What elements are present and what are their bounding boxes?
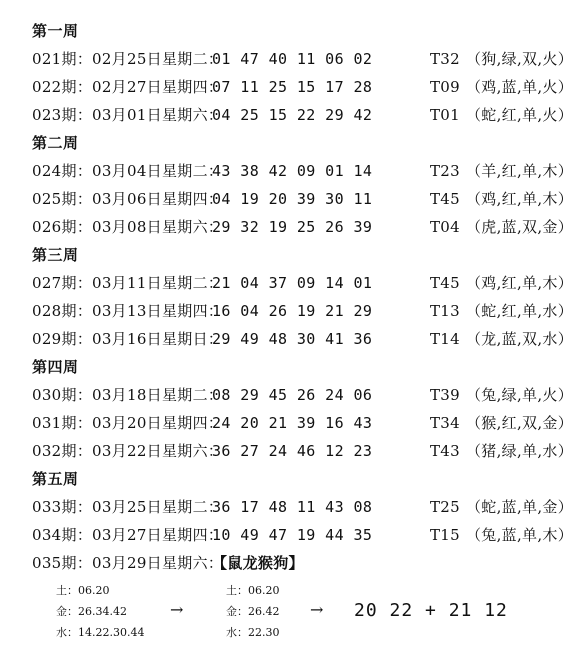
draw-row — [32, 269, 574, 297]
draw-row — [32, 325, 574, 353]
week-heading: 第一周 — [32, 22, 79, 40]
special-code: T14 — [430, 330, 460, 348]
special-code: T34 — [430, 414, 460, 432]
period-number: 029期： — [32, 330, 93, 348]
special-code: T32 — [430, 50, 460, 68]
special-code: T45 — [430, 274, 460, 292]
draw-row — [32, 213, 574, 241]
draw-numbers: 04 19 20 39 30 11 — [212, 190, 373, 208]
special-code: T23 — [430, 162, 460, 180]
draw-row — [32, 521, 574, 549]
element-water-line: 水：22.30 — [226, 626, 280, 639]
draw-date: 03月27日星期四： — [92, 526, 224, 544]
draw-attributes: （猪,绿,单,水） — [466, 442, 574, 460]
week-heading: 第四周 — [32, 358, 79, 376]
zodiac-prediction: 【鼠龙猴狗】 — [212, 554, 304, 572]
draw-row — [32, 297, 574, 325]
period-number: 023期： — [32, 106, 93, 124]
draw-attributes: （猴,红,双,金） — [466, 414, 574, 432]
draw-row — [32, 381, 574, 409]
draw-row — [32, 101, 574, 129]
element-earth-line: 土：06.20 — [226, 584, 280, 597]
draw-numbers: 24 20 21 39 16 43 — [212, 414, 373, 432]
week-heading: 第五周 — [32, 470, 79, 488]
period-number: 026期： — [32, 218, 93, 236]
draw-date: 03月18日星期二： — [92, 386, 224, 404]
period-number: 030期： — [32, 386, 93, 404]
draw-attributes: （蛇,蓝,单,金） — [466, 498, 574, 516]
draw-numbers: 36 17 48 11 43 08 — [212, 498, 373, 516]
draw-date: 03月25日星期二： — [92, 498, 224, 516]
week-heading: 第二周 — [32, 134, 79, 152]
period-number: 028期： — [32, 302, 93, 320]
draw-attributes: （羊,红,单,木） — [466, 162, 574, 180]
draw-date: 03月01日星期六： — [92, 106, 224, 124]
draw-numbers: 16 04 26 19 21 29 — [212, 302, 373, 320]
element-water-line: 水：14.22.30.44 — [56, 626, 145, 639]
draw-numbers: 21 04 37 09 14 01 — [212, 274, 373, 292]
draw-attributes: （蛇,红,单,火） — [466, 106, 574, 124]
special-code: T13 — [430, 302, 460, 320]
draw-numbers: 07 11 25 15 17 28 — [212, 78, 373, 96]
period-number: 027期： — [32, 274, 93, 292]
period-number: 022期： — [32, 78, 93, 96]
draw-numbers: 43 38 42 09 01 14 — [212, 162, 373, 180]
draw-numbers: 08 29 45 26 24 06 — [212, 386, 373, 404]
draw-numbers: 04 25 15 22 29 42 — [212, 106, 373, 124]
element-list-filtered — [226, 580, 280, 643]
week-heading: 第三周 — [32, 246, 79, 264]
draw-attributes: （鸡,红,单,木） — [466, 190, 574, 208]
element-metal-line: 金：26.34.42 — [56, 605, 127, 618]
draw-date: 03月13日星期四： — [92, 302, 224, 320]
element-list-original — [56, 580, 144, 643]
draw-attributes: （狗,绿,双,火） — [466, 50, 574, 68]
draw-attributes: （蛇,红,单,水） — [466, 302, 574, 320]
prediction-row — [32, 549, 562, 577]
draw-date: 03月20日星期四： — [92, 414, 224, 432]
draw-date: 03月11日星期二： — [92, 274, 224, 292]
draw-date: 03月06日星期四： — [92, 190, 224, 208]
element-earth-line: 土：06.20 — [56, 584, 110, 597]
special-code: T09 — [430, 78, 460, 96]
draw-date: 03月22日星期六： — [92, 442, 224, 460]
draw-row — [32, 157, 574, 185]
draw-numbers: 01 47 40 11 06 02 — [212, 50, 373, 68]
right-arrow-icon: → — [310, 600, 324, 619]
period-number: 033期： — [32, 498, 93, 516]
draw-row — [32, 437, 574, 465]
special-code: T45 — [430, 190, 460, 208]
draw-row — [32, 45, 574, 73]
result-numbers: 20 22 + 21 12 — [354, 600, 508, 621]
draw-numbers: 36 27 24 46 12 23 — [212, 442, 373, 460]
draw-numbers: 29 32 19 25 26 39 — [212, 218, 373, 236]
period-number: 035期： — [32, 554, 93, 572]
special-code: T01 — [430, 106, 460, 124]
draw-attributes: （兔,蓝,单,木） — [466, 526, 574, 544]
draw-date: 03月29日星期六： — [92, 554, 224, 572]
special-code: T25 — [430, 498, 460, 516]
element-metal-line: 金：26.42 — [226, 605, 280, 618]
period-number: 031期： — [32, 414, 93, 432]
draw-attributes: （龙,蓝,双,水） — [466, 330, 574, 348]
draw-attributes: （鸡,蓝,单,火） — [466, 78, 574, 96]
draw-date: 03月04日星期二： — [92, 162, 224, 180]
draw-date: 02月25日星期二： — [92, 50, 224, 68]
period-number: 021期： — [32, 50, 93, 68]
element-breakdown — [0, 580, 576, 650]
special-code: T04 — [430, 218, 460, 236]
draw-date: 03月16日星期日： — [92, 330, 224, 348]
draw-row — [32, 185, 574, 213]
period-number: 032期： — [32, 442, 93, 460]
draw-row — [32, 409, 574, 437]
period-number: 024期： — [32, 162, 93, 180]
draw-date: 03月08日星期六： — [92, 218, 224, 236]
draw-numbers: 10 49 47 19 44 35 — [212, 526, 373, 544]
draw-row — [32, 73, 574, 101]
draw-date: 02月27日星期四： — [92, 78, 224, 96]
draw-numbers: 29 49 48 30 41 36 — [212, 330, 373, 348]
draw-attributes: （兔,绿,单,火） — [466, 386, 574, 404]
draw-attributes: （虎,蓝,双,金） — [466, 218, 574, 236]
draw-attributes: （鸡,红,单,木） — [466, 274, 574, 292]
draw-schedule — [32, 17, 574, 577]
period-number: 034期： — [32, 526, 93, 544]
period-number: 025期： — [32, 190, 93, 208]
draw-row — [32, 493, 574, 521]
special-code: T43 — [430, 442, 460, 460]
special-code: T15 — [430, 526, 460, 544]
right-arrow-icon: → — [170, 600, 184, 619]
special-code: T39 — [430, 386, 460, 404]
